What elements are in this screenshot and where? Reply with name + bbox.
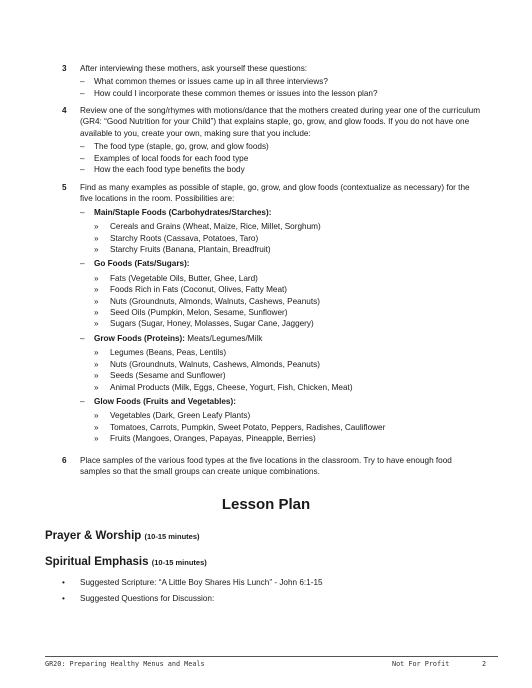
food-group-heading: – Main/Staple Foods (Carbohydrates/Starches): [80,207,482,218]
bullet-item: • Suggested Questions for Discussion: [64,594,214,603]
dash-item: – How the each food type benefits the body [80,164,482,175]
footer-page-number: 2 [482,660,487,668]
item-text: After interviewing these mothers, ask yourself these questions: [80,64,308,73]
item-number: 4 [62,106,67,115]
food-group-heading: – Glow Foods (Fruits and Vegetables): [80,396,482,407]
list-item-5 [62,182,482,445]
bullet-item: • Suggested Scripture: “A Little Boy Shares His Lunch” - John 6:1-15 [64,578,323,587]
spiritual-emphasis-heading: Spiritual Emphasis (10-15 minutes) [45,556,207,568]
food-example: » Fruits (Mangoes, Oranges, Papayas, Pineapple, Berries) [80,433,482,444]
footer-rule [45,656,498,657]
food-example: » Legumes (Beans, Peas, Lentils) [80,347,482,358]
list-item-4 [62,105,482,175]
food-example: » Tomatoes, Carrots, Pumpkin, Sweet Potato, Peppers, Radishes, Cauliflower [80,422,482,433]
food-example: » Cereals and Grains (Wheat, Maize, Rice, Millet, Sorghum) [80,221,482,232]
food-example: » Nuts (Groundnuts, Walnuts, Cashews, Almonds, Peanuts) [80,359,482,370]
dash-item: – Examples of local foods for each food type [80,153,482,164]
item-text: Review one of the song/rhymes with motions/dance that the mothers created during year one of the curriculum (GR4: “Good Nutrition for your Child”) that explains staple, go, grow, and glow foods. If you do not have one available to you, create your own, making sure that you include: [80,106,481,138]
food-example: » Sugars (Sugar, Honey, Molasses, Sugar Cane, Jaggery) [80,318,482,329]
lesson-plan-title: Lesson Plan [221,496,311,513]
dash-item: – How could I incorporate these common themes or issues into the lesson plan? [80,88,482,99]
food-example: » Nuts (Groundnuts, Almonds, Walnuts, Cashews, Peanuts) [80,296,482,307]
food-example: » Animal Products (Milk, Eggs, Cheese, Yogurt, Fish, Chicken, Meat) [80,382,482,393]
list-item-6 [62,455,482,478]
food-example: » Vegetables (Dark, Green Leafy Plants) [80,410,482,421]
food-example: » Seed Oils (Pumpkin, Melon, Sesame, Sunflower) [80,307,482,318]
food-group-heading: – Grow Foods (Proteins): Meats/Legumes/Milk [80,333,482,344]
item-number: 5 [62,183,67,192]
food-example: » Seeds (Sesame and Sunflower) [80,370,482,381]
food-example: » Fats (Vegetable Oils, Butter, Ghee, Lard) [80,273,482,284]
item-text: Find as many examples as possible of staple, go, grow, and glow foods (contextualize as necessary) for the five locations in the room. Possibilities are: [80,183,470,204]
dash-item: – What common themes or issues came up in all three interviews? [80,76,482,87]
list-item-3 [62,63,482,99]
food-example: » Starchy Fruits (Banana, Plantain, Breadfruit) [80,244,482,255]
prayer-worship-heading: Prayer & Worship (10-15 minutes) [45,530,200,542]
item-number: 3 [62,64,67,73]
item-text: Place samples of the various food types at the five locations in the classroom. Try to have enough food samples so that the small groups can create unique combinations. [80,456,452,477]
food-example: » Foods Rich in Fats (Coconut, Olives, Fatty Meat) [80,284,482,295]
footer-course-title: GR20: Preparing Healthy Menus and Meals [45,660,205,668]
food-group-heading: – Go Foods (Fats/Sugars): [80,258,482,269]
dash-item: – The food type (staple, go, grow, and glow foods) [80,141,482,152]
item-number: 6 [62,456,67,465]
footer-not-for-profit: Not For Profit [392,660,450,668]
food-example: » Starchy Roots (Cassava, Potatoes, Taro) [80,233,482,244]
